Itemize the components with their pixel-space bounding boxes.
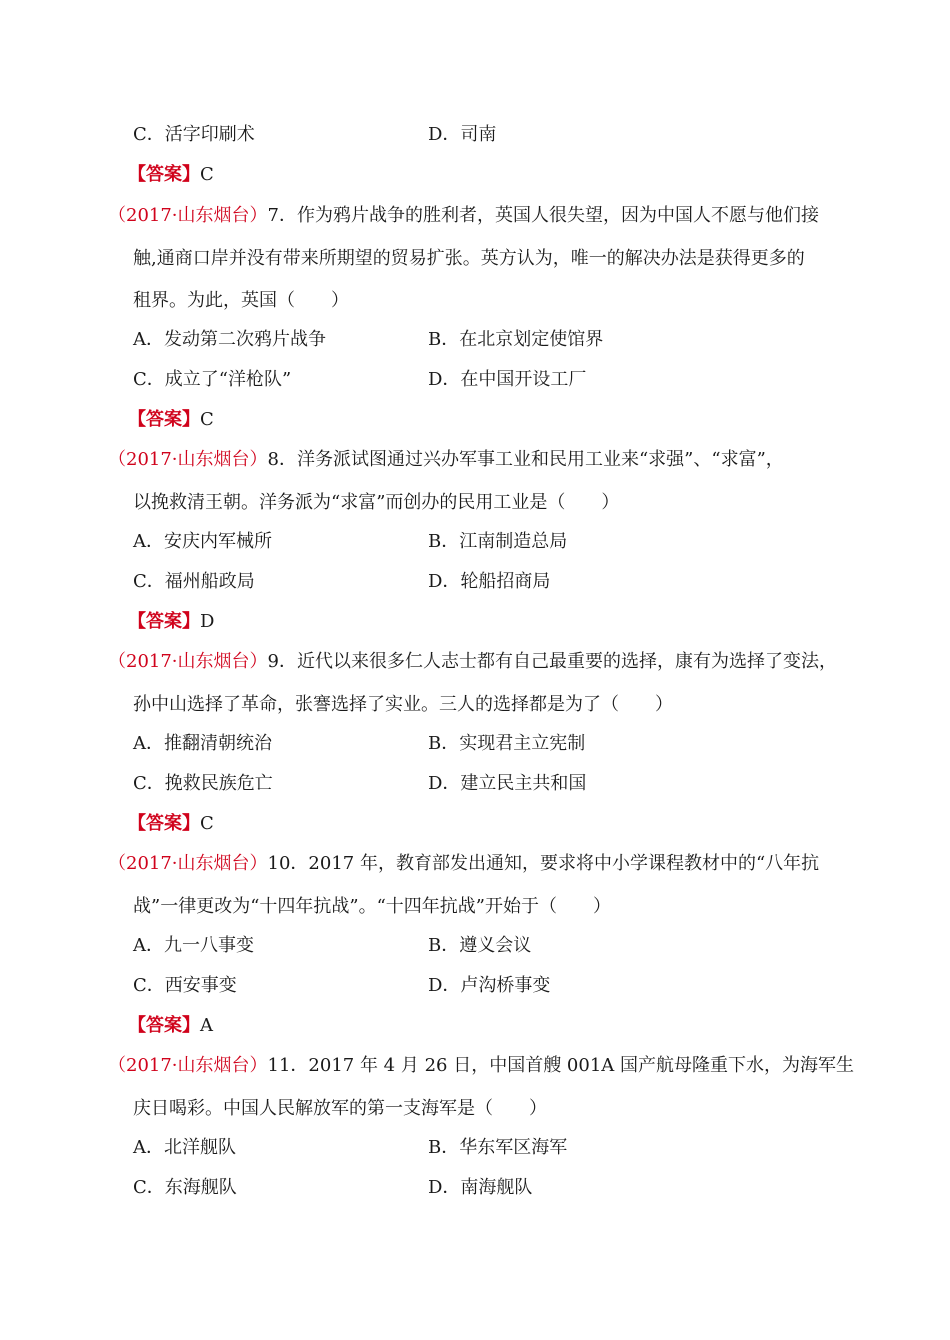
answer-label: 【答案】: [128, 164, 200, 185]
question-8-line-2: 以挽救清王朝。洋务派为“求富”而创办的民用工业是（ ）: [133, 492, 620, 513]
question-7-line-2: 触,通商口岸并没有带来所期望的贸易扩张。英方认为，唯一的解决办法是获得更多的: [133, 248, 805, 269]
option-a: A．北洋舰队: [133, 1137, 236, 1158]
question-source: （2017·山东烟台）: [108, 1055, 268, 1076]
question-source: （2017·山东烟台）: [108, 853, 268, 874]
answer-row: [128, 607, 214, 633]
question-10-line-1: [108, 849, 819, 875]
option-b: B．遵义会议: [428, 935, 532, 956]
answer-row: [128, 405, 214, 431]
question-text: 10．2017 年，教育部发出通知，要求将中小学课程教材中的“八年抗: [267, 853, 820, 874]
option-d: D．在中国开设工厂: [428, 369, 587, 390]
question-text: 8．洋务派试图通过兴办军事工业和民用工业来“求强”、“求富”，: [267, 449, 784, 470]
option-d: D．司南: [428, 124, 497, 145]
option-c: C．活字印刷术: [133, 124, 255, 145]
question-text: 7．作为鸦片战争的胜利者，英国人很失望，因为中国人不愿与他们接: [267, 205, 819, 226]
answer-value: D: [200, 611, 215, 632]
option-c: C．成立了“洋枪队”: [133, 369, 292, 390]
question-source: （2017·山东烟台）: [108, 205, 268, 226]
question-8-line-1: [108, 445, 784, 471]
option-d: D．建立民主共和国: [428, 773, 587, 794]
answer-row: [128, 160, 214, 186]
answer-label: 【答案】: [128, 1015, 200, 1036]
answer-label: 【答案】: [128, 409, 200, 430]
question-text: 9．近代以来很多仁人志士都有自己最重要的选择，康有为选择了变法，: [267, 651, 837, 672]
answer-value: A: [200, 1015, 213, 1036]
answer-value: C: [200, 813, 214, 834]
option-a: A．推翻清朝统治: [133, 733, 272, 754]
option-a: A．发动第二次鸦片战争: [133, 329, 326, 350]
option-b: B．在北京划定使馆界: [428, 329, 604, 350]
option-c: C．西安事变: [133, 975, 237, 996]
option-d: D．轮船招商局: [428, 571, 551, 592]
option-c: C．东海舰队: [133, 1177, 237, 1198]
question-text: 11．2017 年 4 月 26 日，中国首艘 001A 国产航母隆重下水，为海军生: [267, 1055, 855, 1076]
question-7-line-1: [108, 201, 819, 227]
answer-row: [128, 1011, 213, 1037]
option-c: C．挽救民族危亡: [133, 773, 273, 794]
answer-row: [128, 809, 214, 835]
question-11-line-2: 庆日喝彩。中国人民解放军的第一支海军是（ ）: [133, 1098, 547, 1119]
question-source: （2017·山东烟台）: [108, 651, 268, 672]
option-b: B．华东军区海军: [428, 1137, 568, 1158]
option-b: B．江南制造总局: [428, 531, 568, 552]
question-source: （2017·山东烟台）: [108, 449, 268, 470]
option-d: D．南海舰队: [428, 1177, 533, 1198]
answer-value: C: [200, 409, 214, 430]
question-10-line-2: 战”一律更改为“十四年抗战”。“十四年抗战”开始于（ ）: [133, 896, 612, 917]
question-7-line-3: 租界。为此，英国（ ）: [133, 290, 349, 311]
option-d: D．卢沟桥事变: [428, 975, 551, 996]
question-9-line-2: 孙中山选择了革命，张謇选择了实业。三人的选择都是为了（ ）: [133, 694, 673, 715]
option-c: C．福州船政局: [133, 571, 255, 592]
answer-label: 【答案】: [128, 611, 200, 632]
question-11-line-1: [108, 1051, 854, 1077]
answer-value: C: [200, 164, 214, 185]
question-9-line-1: [108, 647, 837, 673]
option-a: A．九一八事变: [133, 935, 254, 956]
option-a: A．安庆内军械所: [133, 531, 272, 552]
answer-label: 【答案】: [128, 813, 200, 834]
option-b: B．实现君主立宪制: [428, 733, 586, 754]
